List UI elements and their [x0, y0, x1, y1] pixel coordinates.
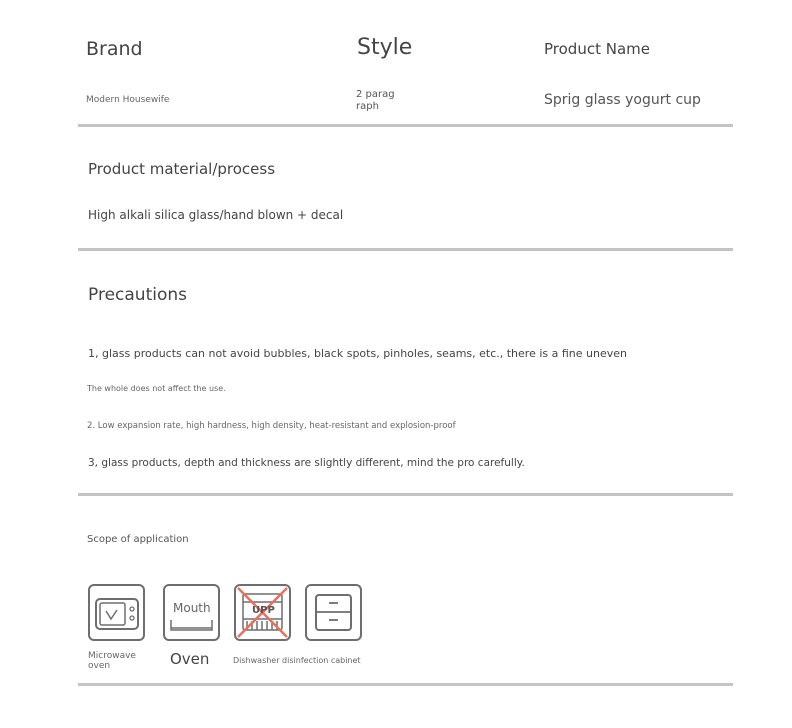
microwave-label-line1: Microwave	[88, 651, 136, 661]
disinfection-cabinet-icon	[305, 584, 362, 641]
dishwasher-icon	[234, 584, 291, 641]
style-label: Style	[357, 35, 413, 60]
style-value-line2: raph	[356, 101, 379, 112]
dishwasher-icon-text: UPP	[252, 605, 275, 616]
material-title: Product material/process	[88, 160, 276, 178]
oven-label: Oven	[170, 650, 210, 668]
dishwasher-label: Dishwasher disinfection cabinet	[233, 656, 361, 665]
brand-value: Modern Housewife	[86, 95, 170, 105]
divider	[78, 493, 733, 496]
product-name-value: Sprig glass yogurt cup	[544, 92, 701, 108]
precaution-item-3: 3, glass products, depth and thickness are slightly different, mind the pro carefully.	[88, 457, 525, 469]
divider	[78, 124, 733, 127]
style-value	[356, 89, 395, 113]
brand-label: Brand	[86, 38, 143, 60]
scope-title: Scope of application	[87, 534, 189, 545]
style-value-line1: 2 parag	[356, 89, 395, 100]
precaution-item-1-note: The whole does not affect the use.	[87, 384, 226, 393]
microwave-label	[88, 651, 136, 671]
divider	[78, 683, 733, 686]
precautions-title: Precautions	[88, 285, 187, 305]
precaution-item-1: 1, glass products can not avoid bubbles, black spots, pinholes, seams, etc., there is a fine uneven	[88, 347, 627, 360]
oven-icon-text: Mouth	[173, 601, 211, 615]
microwave-icon	[88, 584, 145, 641]
oven-icon	[163, 584, 220, 641]
microwave-label-line2: oven	[88, 661, 111, 671]
precaution-item-2: 2. Low expansion rate, high hardness, high density, heat-resistant and explosion-proof	[87, 421, 456, 431]
divider	[78, 248, 733, 251]
product-name-label: Product Name	[544, 40, 650, 58]
material-value: High alkali silica glass/hand blown + decal	[88, 208, 344, 222]
